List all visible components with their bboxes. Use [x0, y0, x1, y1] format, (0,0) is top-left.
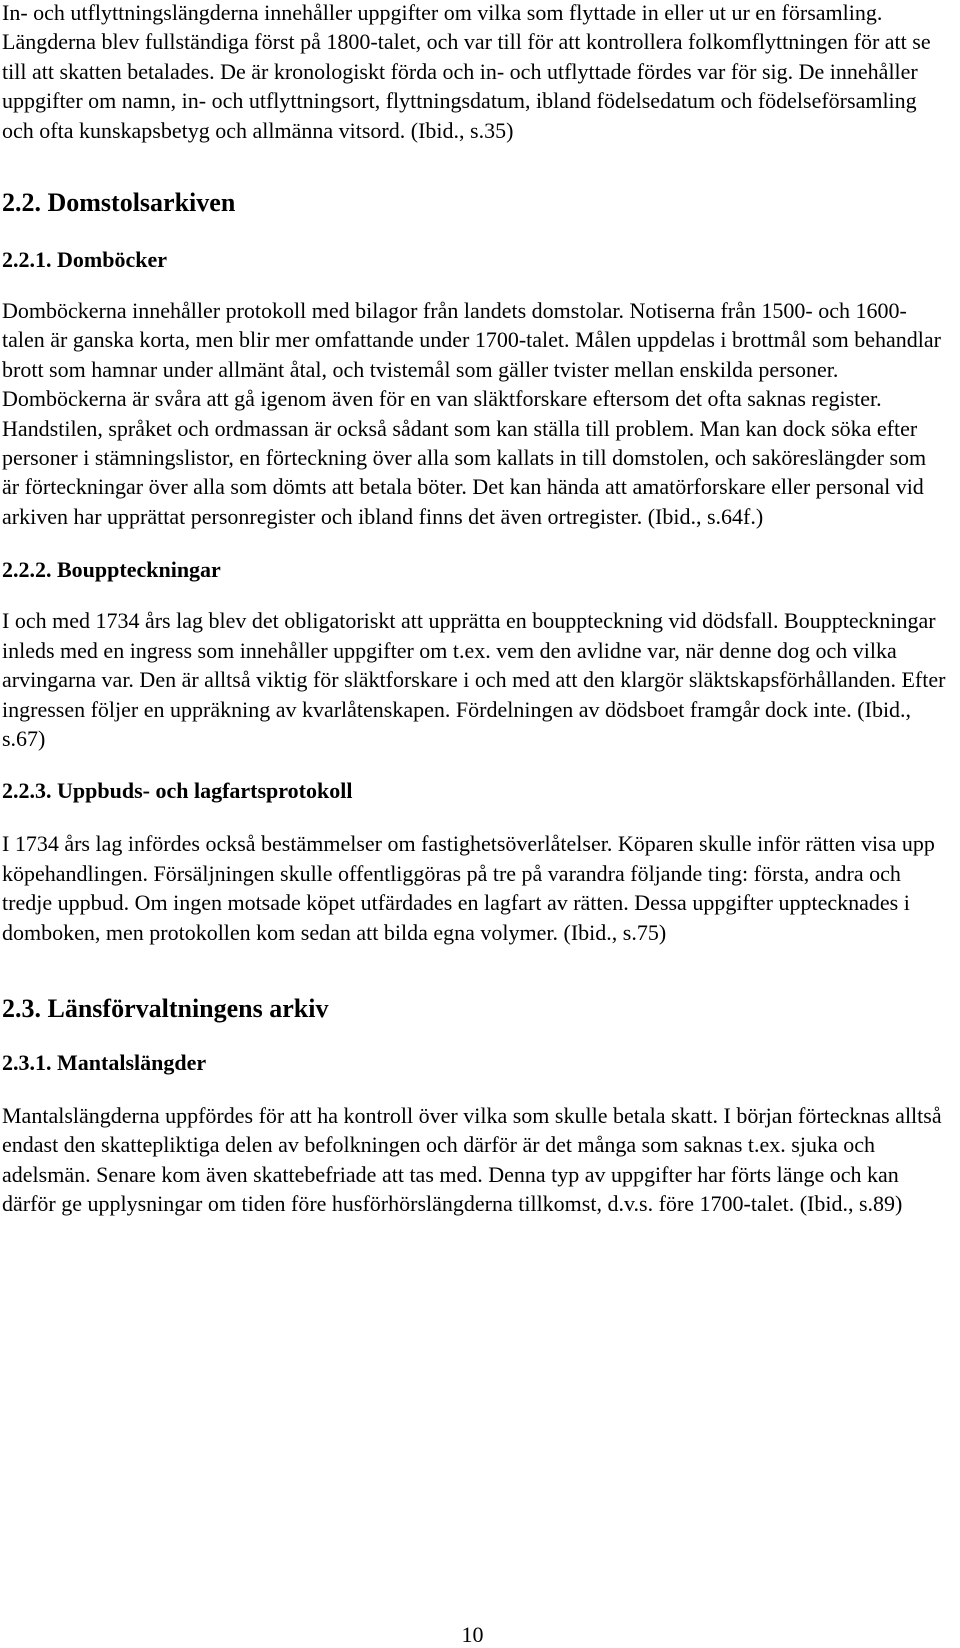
page-number: 10 [461, 1622, 484, 1647]
subsection-heading-uppbuds-lagfartsprotokoll: 2.2.3. Uppbuds- och lagfartsprotokoll [2, 778, 353, 804]
dombocker-paragraph: Domböckerna innehåller protokoll med bilagor från landets domstolar. Notiserna från 1500- och 1600-talen är ganska korta, men blir mer omfattande under 1700-talet. Målen uppdelas i brottmål som behandlar brott som hamnar under allmänt åtal, och tvistemål som gäller tvister mellan enskilda personer. Domböckerna är svåra att gå igenom även för en van släktforskare eftersom det ofta saknas register. Handstilen, språket och ordmassan är också sådant som kan ställa till problem. Man kan dock söka efter personer i stämningslistor, en förteckning över alla som kallats in till domstolen, och saköreslängder som är förteckningar över alla som dömts att betala böter. Det kan hända att amatörforskare eller personal vid arkiven har upprättat personregister och ibland finns det även ortregister. (Ibid., s.64f.) [2, 298, 941, 529]
intro-paragraph: In- och utflyttningslängderna innehåller uppgifter om vilka som flyttade in eller ut ur en församling. Längderna blev fullständiga först på 1800-talet, och var till för att kontrollera folkomflyttningen för att se till att skatten betalades. De är kronologiskt förda och in- och utflyttade fördes var för sig. De innehåller uppgifter om namn, in- och utflyttningsort, flyttningsdatum, ibland födelsedatum och födelseförsamling och ofta kunskapsbetyg och allmänna vitsord. (Ibid., s.35) [2, 0, 931, 143]
document-content [2, 0, 947, 1219]
section-heading-lansforvaltningens-arkiv: 2.3. Länsförvaltningens arkiv [2, 993, 329, 1023]
bouppteckningar-paragraph: I och med 1734 års lag blev det obligatoriskt att upprätta en bouppteckning vid dödsfall. Bouppteckningar inleds med en ingress som innehåller uppgifter om t.ex. vem den avlidne var, när denne dog och vilka arvingarna var. Den är alltså viktig för släktforskare i och med att den klargör släktskapsförhållanden. Efter ingressen följer en uppräkning av kvarlåtenskapen. Fördelningen av dödsboet framgår dock inte. (Ibid., s.67) [2, 608, 946, 751]
section-heading-domstolsarkiven: 2.2. Domstolsarkiven [2, 188, 236, 218]
subsection-heading-mantalslangder: 2.3.1. Mantalslängder [2, 1049, 207, 1075]
mantalslangder-paragraph: Mantalslängderna uppfördes för att ha kontroll över vilka som skulle betala skatt. I början förtecknas alltså endast den skattepliktiga delen av befolkningen och därför är det många som saknas t.ex. sjuka och adelsmän. Senare kom även skattebefriade att tas med. Denna typ av uppgifter har förts länge och kan därför ge upplysningar om tiden före husförhörslängderna tillkomst, d.v.s. före 1700-talet. (Ibid., s.89) [2, 1102, 942, 1217]
subsection-heading-dombocker: 2.2.1. Domböcker [2, 247, 167, 273]
subsection-heading-bouppteckningar: 2.2.2. Bouppteckningar [2, 557, 221, 583]
uppbuds-paragraph: I 1734 års lag infördes också bestämmelser om fastighetsöverlåtelser. Köparen skulle inför rätten visa upp köpehandlingen. Försäljningen skulle offentliggöras på tre på varandra följande ting: första, andra och tredje uppbud. Om ingen motsade köpet utfärdades en lagfart av rätten. Dessa uppgifter upptecknades i domboken, men protokollen kom sedan att bilda egna volymer. (Ibid., s.75) [2, 831, 935, 945]
